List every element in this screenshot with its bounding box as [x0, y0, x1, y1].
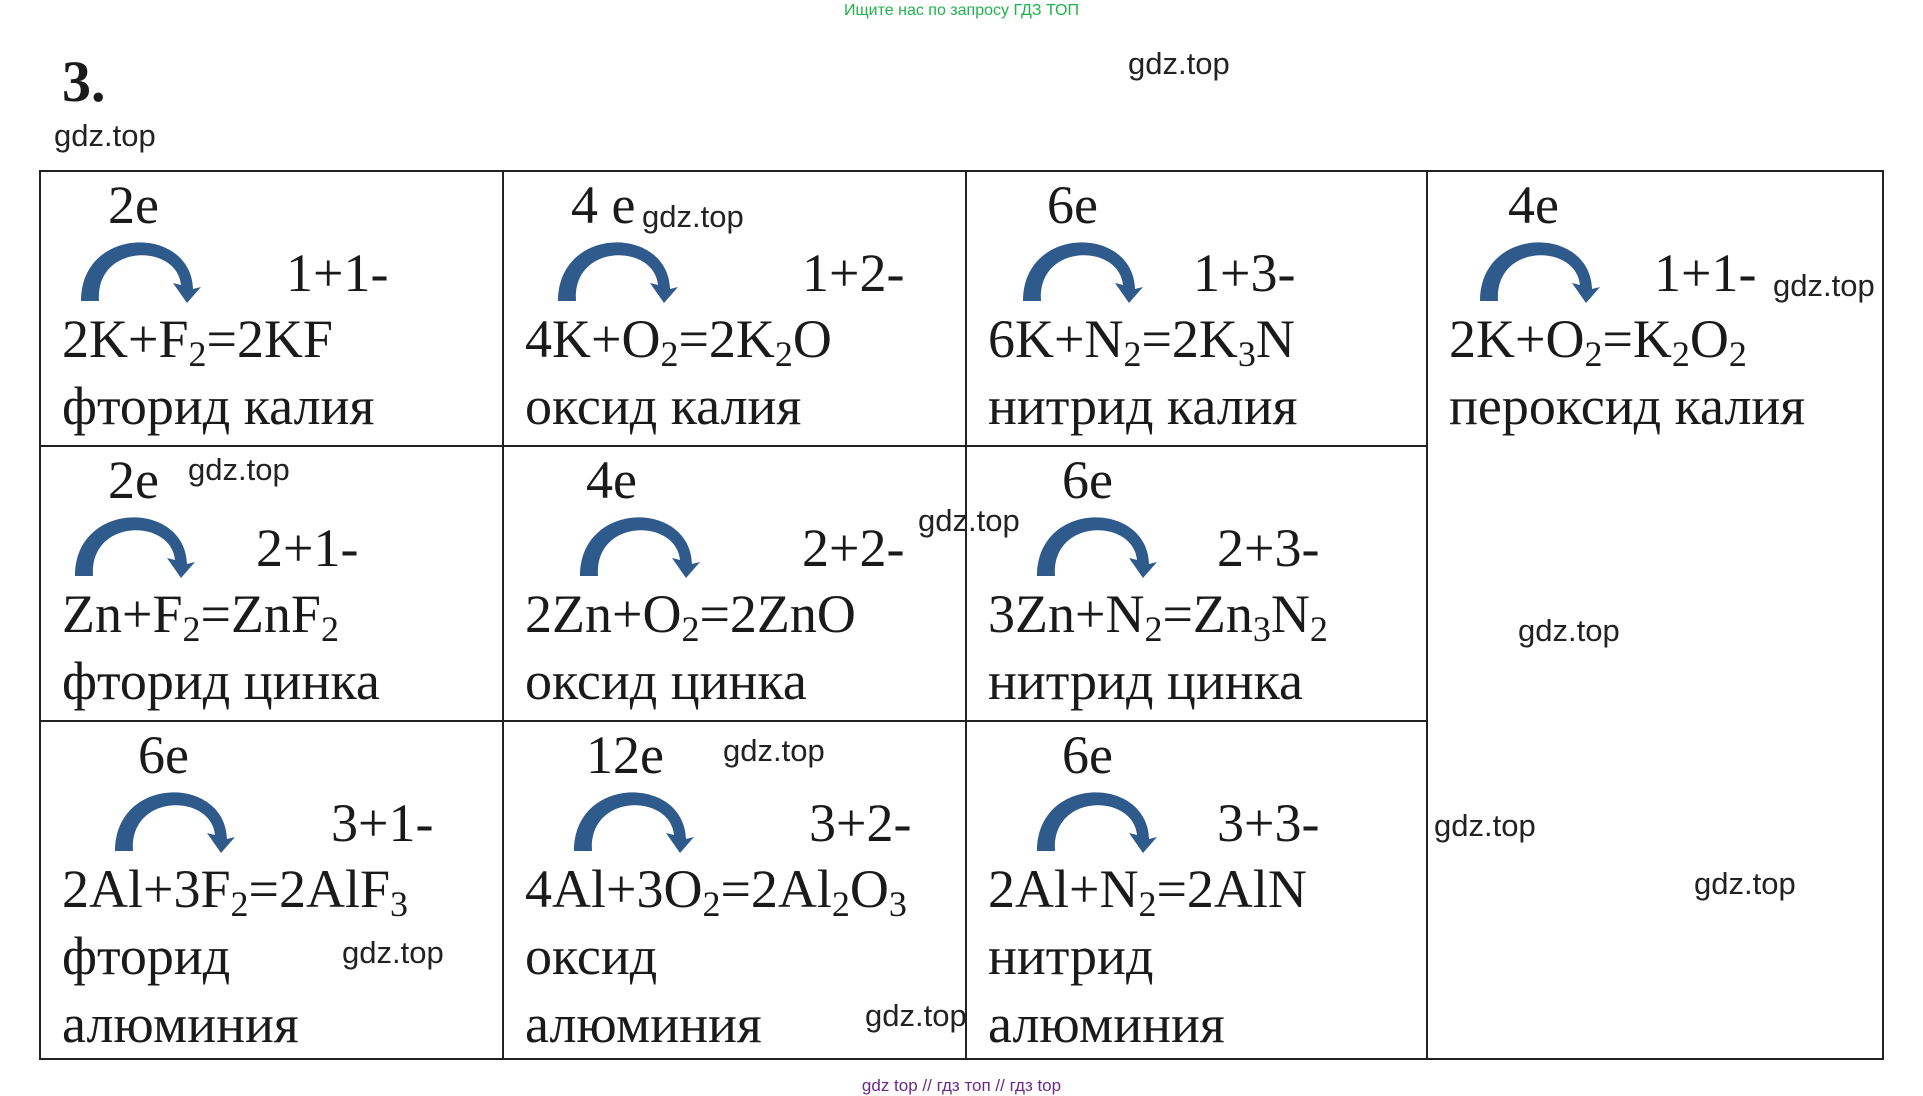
product-name: оксид цинка: [525, 651, 807, 711]
electron-transfer-arrow-icon: [572, 512, 704, 580]
reaction-cell: [41, 447, 504, 722]
electron-transfer-arrow-icon: [67, 512, 199, 580]
oxidation-states: 2+3-: [1217, 518, 1320, 578]
electron-count: 2e: [108, 175, 159, 235]
search-banner[interactable]: Ищите нас по запросу ГДЗ ТОП: [844, 2, 1079, 19]
reaction-equation: $2K+F_2=2KF$: [62, 309, 333, 374]
watermark: gdz.top: [1128, 46, 1230, 81]
product-name: оксид алюминия: [525, 926, 762, 1054]
watermark: gdz.top: [1518, 613, 1620, 648]
watermark: gdz.top: [54, 118, 156, 153]
electron-count: 12e: [586, 725, 664, 785]
electron-transfer-arrow-icon: [1472, 237, 1604, 305]
reaction-cell: [967, 722, 1428, 1058]
reaction-cell: [41, 172, 504, 447]
watermark: gdz.top: [1694, 866, 1796, 901]
electron-count: 4e: [1508, 175, 1559, 235]
electron-count: 6e: [1062, 450, 1113, 510]
reaction-cell: [41, 722, 504, 1058]
oxidation-states: 2+1-: [256, 518, 359, 578]
oxidation-states: 3+1-: [331, 793, 434, 853]
reaction-cell: [1428, 172, 1882, 1058]
watermark: gdz.top: [723, 733, 825, 768]
reaction-cell: [967, 447, 1428, 722]
electron-count: 2e: [108, 450, 159, 510]
reaction-cell: [967, 172, 1428, 447]
reaction-equation: $2Al+3F_2=2AlF_3$: [62, 859, 408, 924]
electron-transfer-arrow-icon: [73, 237, 205, 305]
oxidation-states: 3+2-: [809, 793, 912, 853]
product-name: пероксид калия: [1449, 376, 1806, 436]
task-number: 3.: [62, 49, 106, 114]
oxidation-states: 1+1-: [1654, 243, 1757, 303]
product-name: нитрид цинка: [988, 651, 1304, 711]
reaction-equation: $2K+O_2=K_2O_2$: [1449, 309, 1747, 374]
electron-transfer-arrow-icon: [550, 237, 682, 305]
product-name: нитрид алюминия: [988, 926, 1225, 1054]
electron-transfer-arrow-icon: [566, 787, 698, 855]
watermark: gdz.top: [1773, 268, 1875, 303]
oxidation-states: 1+3-: [1193, 243, 1296, 303]
electron-transfer-arrow-icon: [1029, 512, 1161, 580]
reaction-equation: $Zn+F_2=ZnF_2$: [62, 584, 339, 649]
product-name: фторид калия: [62, 376, 375, 436]
footer-links[interactable]: gdz top // гдз топ // гдз top: [861, 1076, 1062, 1095]
watermark: gdz.top: [865, 998, 967, 1033]
electron-transfer-arrow-icon: [1029, 787, 1161, 855]
oxidation-states: 2+2-: [802, 518, 905, 578]
reaction-equation: $4K+O_2=2K_2O$: [525, 309, 832, 374]
reaction-equation: $6K+N_2=2K_3N$: [988, 309, 1295, 374]
product-name: оксид калия: [525, 376, 802, 436]
watermark: gdz.top: [918, 503, 1020, 538]
oxidation-states: 3+3-: [1217, 793, 1320, 853]
oxidation-states: 1+1-: [286, 243, 389, 303]
electron-count: 6e: [138, 725, 189, 785]
oxidation-states: 1+2-: [802, 243, 905, 303]
reaction-equation: $3Zn+N_2=Zn_3N_2$: [988, 584, 1328, 649]
product-name: фторид цинка: [62, 651, 380, 711]
electron-count: 6e: [1062, 725, 1113, 785]
watermark: gdz.top: [188, 452, 290, 487]
reaction-equation: $2Al+N_2=2AlN$: [988, 859, 1307, 924]
watermark: gdz.top: [342, 935, 444, 970]
product-name: нитрид калия: [988, 376, 1298, 436]
electron-transfer-arrow-icon: [1015, 237, 1147, 305]
electron-count: 6e: [1047, 175, 1098, 235]
electron-count: 4 e: [571, 175, 636, 235]
product-name: фторид алюминия: [62, 926, 299, 1054]
watermark: gdz.top: [642, 199, 744, 234]
reaction-cell: [504, 447, 967, 722]
electron-count: 4e: [586, 450, 637, 510]
electron-transfer-arrow-icon: [107, 787, 239, 855]
watermark: gdz.top: [1434, 808, 1536, 843]
reaction-equation: $2Zn+O_2=2ZnO$: [525, 584, 856, 649]
reaction-equation: $4Al+3O_2=2Al_2O_3$: [525, 859, 907, 924]
